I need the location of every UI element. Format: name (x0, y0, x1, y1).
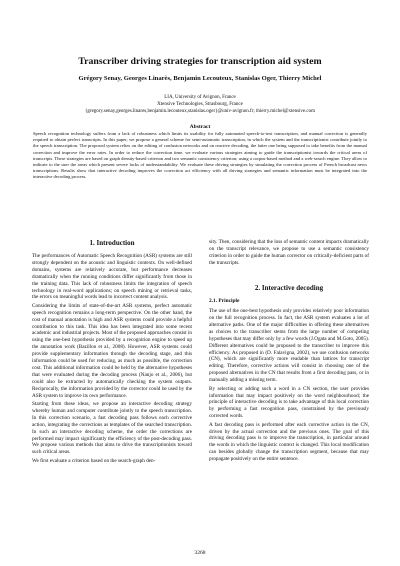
left-column (32, 239, 192, 466)
subsection-heading-principle: 2.1. Principle (209, 298, 240, 305)
affiliation-2: Xtensive Technologies, Strasbourg, France (157, 101, 243, 107)
paragraph: The performances of Automatic Speech Recognition (ASR) systems are still strongly dependent on the acoustic and linguistic contexts. On well-defined domains, systems are relatively accurate, but performance decreases dramatically when the running conditions differ significantly from those in the training data. This lack of robustness limits the integration of speech technology in real-word applications; on speech mining or retrieval tasks, the errors on meaningful words lead to incorrect content analysis. (32, 253, 192, 301)
affiliations (0, 95, 400, 115)
paragraph: sity. Then, considering that the loss of semantic content impacts dramatically on the transcript relevance, we propose to use a semantic consistency criterion in order to guide the human corrector on critically-deficient parts of the transcripts. (209, 239, 369, 266)
abstract (33, 131, 367, 181)
paragraph: A fast decoding pass is performed after each corrective action in the CN, driven by the actual correction and the previous ones. The goal of this driving decoding pass is to improve the transcription, in particular around the words in which the linguistic context is changed. This local modification can besides globally change the transcription segment, because that may propagate positively on the entire sentence. (209, 421, 369, 463)
page-number: 3268 (194, 550, 206, 556)
paragraph: We first evaluate a criterion based on the search-graph den- (32, 457, 156, 464)
abstract-text: Speech recognition technology suffers from a lack of robustness which limits its usability for fully automated speech-to-text transcription, and manual correction is generally required to obtain perfect transcripts. In this paper, we propose a general scheme for semi-automatic transcription, in which the system and the transcriptionist contribute jointly to the speech transcription. The proposed system relies on the editing of confusion networks and on reactive decoding, the latter one being supposed to take benefits from the manual correction and improve the error rates. In order to reduce the correction time, we evaluate various strategies aiming to guide the transcriptionist towards the critical areas of transcripts. These strategies are based on graph density-based criterion and two semantic consistency criterion; using a corpus-based method and a web-search engine. They allow to indicate to the user the areas which present severe lacks of understandability. We evaluate these driving strategies by simulating the correction process of French broadcast news transcriptions. Results show that interactive decoding improves the correction act efficiency with all driving strategies and semantic information must be integrated into the interactive decoding process. (33, 131, 367, 180)
section-heading-introduction: 1. Introduction (89, 239, 135, 247)
abstract-heading: Abstract (189, 124, 211, 130)
paragraph: Considering the limits of state-of-the-art ASR systems, perfect automatic speech recognition remains a long-term perspective. On the other hand, the cost of manual annotation is high and ASR systems could provide a helpful contribution to this task. This idea has been integrated into some recent academic and industrial projects. Most of the proposed approaches consist in using the one-best hypothesis provided by a recognition engine to speed up the annotation work (Bazillon et al., 2008). However, ASR systems could provide supplementary information through the decoding stage, and this information could be used for reducing, as much as possible, the correction cost. This additional information could be held by the alternative hypotheses that were evaluated during the decoding process (Nanjo et al., 2006), but could also be extracted by automatically checking the system outputs. Reciprocally, the information provided by the corrector could be used by the ASR system to improve its own performance. (32, 302, 192, 399)
affiliation-1: LIA, University of Avignon, France (164, 95, 236, 100)
paper-title: Transcriber driving strategies for transcription aid system (78, 56, 322, 67)
paper-authors: Grégory Senay, Georges Linarès, Benjamin Lecouteux, Stanislas Oger, Thierry Michel (78, 75, 322, 82)
paragraph: The use of the one-best hypothesis only provides relatively poor information on the full recognition process. In fact, the ASR system evaluates a lot of alternative paths. One of the major difficulties in offering these alternatives as choices to the transcriber stems from the large number of competing hypotheses that may differ only by a few words (J.Ogata and M.Goto, 2005). Different alternatives could be proposed to the transcriber to improve this efficiency. As proposed in (D. Falavigna, 2002), we use confusion networks (CN), which are significantly more readable than lattices for transcript editing. Therefore, corrective actions will consist in choosing one of the proposed alternatives in the CN that results from a first decoding pass, or in manually adding a missing term. (209, 308, 369, 384)
right-column (209, 239, 369, 465)
paragraph: Starting from these ideas, we propose an interactive decoding strategy whereby human and computer contribute jointly to the speech transcription. In this correction scenario, a fast decoding pass follows each corrective action, integrating the corrections as templates of the searched transcription. In such an interactive decoding scheme, the order the corrections are performed may impact significantly the efficiency of the post-decoding pass. We propose various methods that aims to drive the transcriptionists toward such critical areas. (32, 401, 192, 456)
affiliation-emails: {gregory.senay,georges.linares,benjamin.lecouteux,stanislas.oger}@univ-avignon.fr; thierry.michel@xtensive.com (85, 108, 315, 114)
section-heading-interactive-decoding: 2. Interactive decoding (254, 284, 324, 293)
paragraph: By selecting or adding such a word in a CN section, the user provides information that may impact positively on the word neighbourhood; the principle of interactive decoding is to take advantage of this local correction by performing a fast recognition pass, constrained by the previously corrected words. (209, 385, 369, 420)
